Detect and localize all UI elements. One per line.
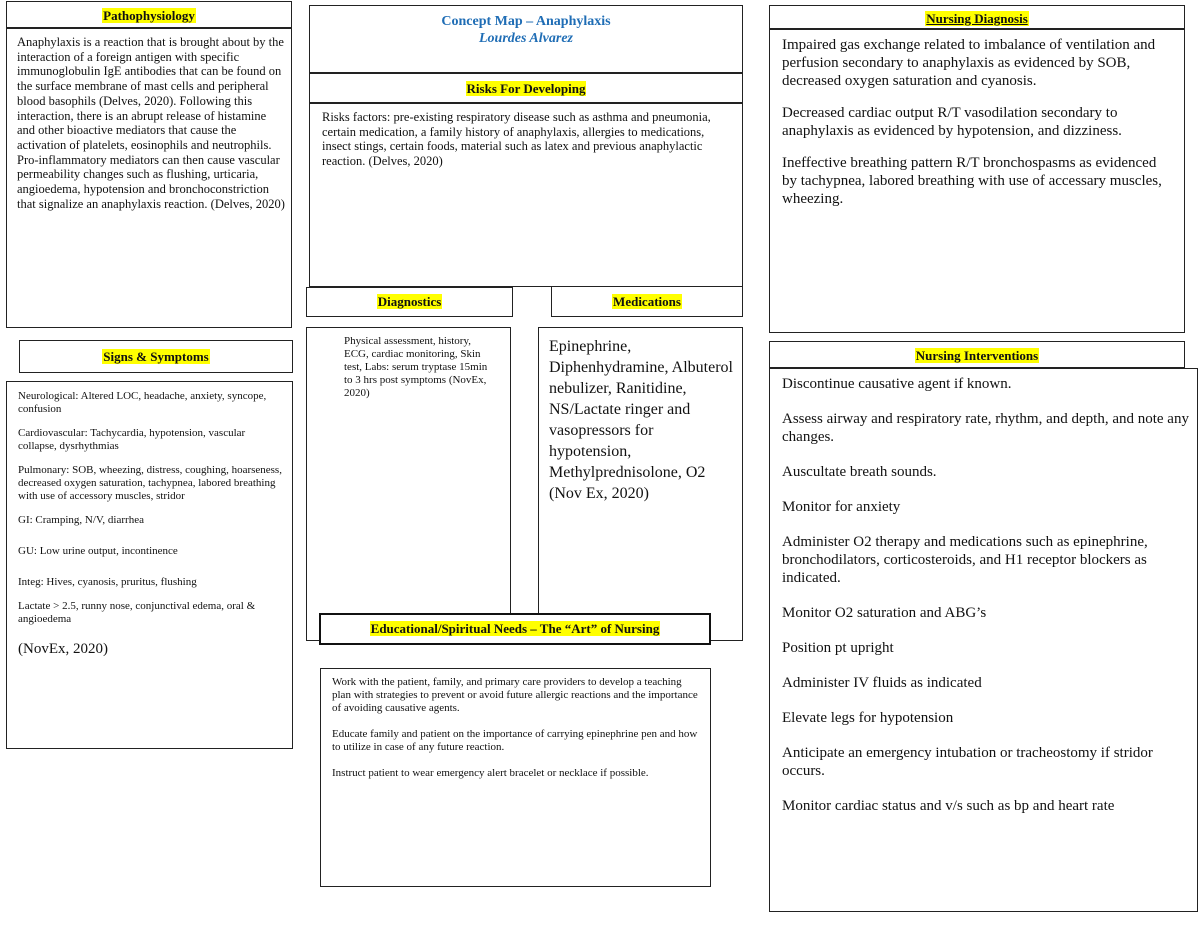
intervention-item: Auscultate breath sounds.	[782, 464, 937, 480]
nursing-diagnosis-item: Ineffective breathing pattern R/T bronchospasms as evidenced by tachypnea, labored breathing with use of accessary muscles, wheezing.	[782, 155, 1162, 207]
educational-item: Educate family and patient on the importance of carrying epinephrine pen and how to utilize in case of any future reaction.	[332, 728, 698, 753]
nursing-diagnosis-header: Nursing Diagnosis	[926, 11, 1028, 26]
diagnostics-box	[306, 327, 511, 641]
symptom-pulmonary: Pulmonary: SOB, wheezing, distress, coughing, hoarseness, decreased oxygen saturation, tachypnea, labored breathing with use of accessory muscles, stridor	[18, 464, 282, 502]
nursing-diagnosis-box	[769, 29, 1185, 333]
medications-text: Epinephrine, Diphenhydramine, Albuterol nebulizer, Ranitidine, NS/Lactate ringer and vasopressors for hypotension, Methylprednisolone, O2 (Nov Ex, 2020)	[549, 338, 733, 502]
nursing-diagnosis-header-box	[769, 5, 1185, 29]
pathophysiology-text: Anaphylaxis is a reaction that is brought about by the interaction of a foreign antigen with specific immunoglobulin IgE antibodies that can be found on the surface membrane of mast cells and peripheral blood basophils (Delves, 2020). Following this interaction, there is an abrupt release of histamine and other bioactive mediators that cause the activation of platelets, eosinophils and neutrophils. Pro-inflammatory mediators can then cause vascular permeability changes such as flushing, urticaria, angioedema, hypotension and bronchoconstriction that signalize an anaphylaxis reaction. (Delves, 2020)	[17, 35, 285, 211]
pathophysiology-header: Pathophysiology	[103, 8, 195, 23]
diagnostics-header-box	[306, 287, 513, 317]
symptom-other: Lactate > 2.5, runny nose, conjunctival edema, oral & angioedema	[18, 600, 256, 625]
medications-box	[538, 327, 743, 641]
intervention-item: Monitor for anxiety	[782, 499, 901, 515]
symptom-integ: Integ: Hives, cyanosis, pruritus, flushing	[18, 576, 197, 588]
symptom-gi: GI: Cramping, N/V, diarrhea	[18, 514, 144, 526]
intervention-item: Elevate legs for hypotension	[782, 710, 954, 726]
nursing-interventions-header-box	[769, 341, 1185, 368]
symptom-gu: GU: Low urine output, incontinence	[18, 545, 178, 557]
symptom-neurological: Neurological: Altered LOC, headache, anxiety, syncope, confusion	[18, 390, 267, 415]
intervention-item: Monitor cardiac status and v/s such as bp and heart rate	[782, 798, 1115, 814]
intervention-item: Monitor O2 saturation and ABG’s	[782, 605, 987, 621]
educational-box	[320, 668, 711, 887]
diagnostics-text: Physical assessment, history, ECG, cardiac monitoring, Skin test, Labs: serum tryptase 15min to 3 hrs post symptoms (NovEx, 2020)	[344, 335, 488, 399]
risks-box	[309, 103, 743, 287]
medications-header-box	[551, 286, 743, 317]
signs-symptoms-header: Signs & Symptoms	[103, 349, 209, 364]
signs-symptoms-header-box	[19, 340, 293, 373]
nursing-diagnosis-item: Decreased cardiac output R/T vasodilation secondary to anaphylaxis as evidenced by hypotension, and dizziness.	[782, 105, 1122, 139]
diagnostics-header: Diagnostics	[377, 294, 442, 309]
risks-text: Risks factors: pre-existing respiratory disease such as asthma and pneumonia, certain medication, a family history of anaphylaxis, allergies to medications, insect stings, certain foods, material such as latex and previous anaphylactic reaction. (Delves, 2020)	[322, 110, 711, 169]
intervention-item: Assess airway and respiratory rate, rhythm, and depth, and note any changes.	[782, 411, 1189, 445]
pathophysiology-header-box	[6, 1, 292, 28]
educational-header: Educational/Spiritual Needs – The “Art” of Nursing	[370, 621, 660, 636]
signs-symptoms-box	[6, 381, 293, 749]
page-title: Concept Map – Anaphylaxis	[441, 14, 611, 29]
intervention-item: Discontinue causative agent if known.	[782, 376, 1012, 392]
risks-header: Risks For Developing	[466, 81, 586, 96]
title-box	[309, 5, 743, 73]
intervention-item: Anticipate an emergency intubation or tracheostomy if stridor occurs.	[782, 745, 1153, 779]
nursing-interventions-box	[769, 368, 1198, 912]
risks-header-box	[309, 73, 743, 103]
intervention-item: Position pt upright	[782, 640, 894, 656]
symptom-cardiovascular: Cardiovascular: Tachycardia, hypotension, vascular collapse, dysrhythmias	[18, 427, 246, 452]
pathophysiology-box	[6, 28, 292, 328]
intervention-item: Administer O2 therapy and medications such as epinephrine, bronchodilators, corticosteroids, and H1 receptor blockers as indicated.	[782, 534, 1148, 586]
intervention-item: Administer IV fluids as indicated	[782, 675, 982, 691]
author-name: Lourdes Alvarez	[479, 31, 573, 46]
medications-header: Medications	[613, 294, 681, 309]
educational-header-box	[319, 613, 711, 645]
educational-item: Work with the patient, family, and primary care providers to develop a teaching plan with strategies to prevent or avoid future allergic reactions and the importance of avoiding causative agents.	[332, 676, 698, 714]
nursing-diagnosis-item: Impaired gas exchange related to imbalance of ventilation and perfusion secondary to anaphylaxis as evidenced by SOB, decreased oxygen saturation and cyanosis.	[782, 37, 1156, 89]
signs-symptoms-citation: (NovEx, 2020)	[18, 641, 108, 657]
educational-item: Instruct patient to wear emergency alert bracelet or necklace if possible.	[332, 767, 649, 779]
nursing-interventions-header: Nursing Interventions	[915, 348, 1039, 363]
